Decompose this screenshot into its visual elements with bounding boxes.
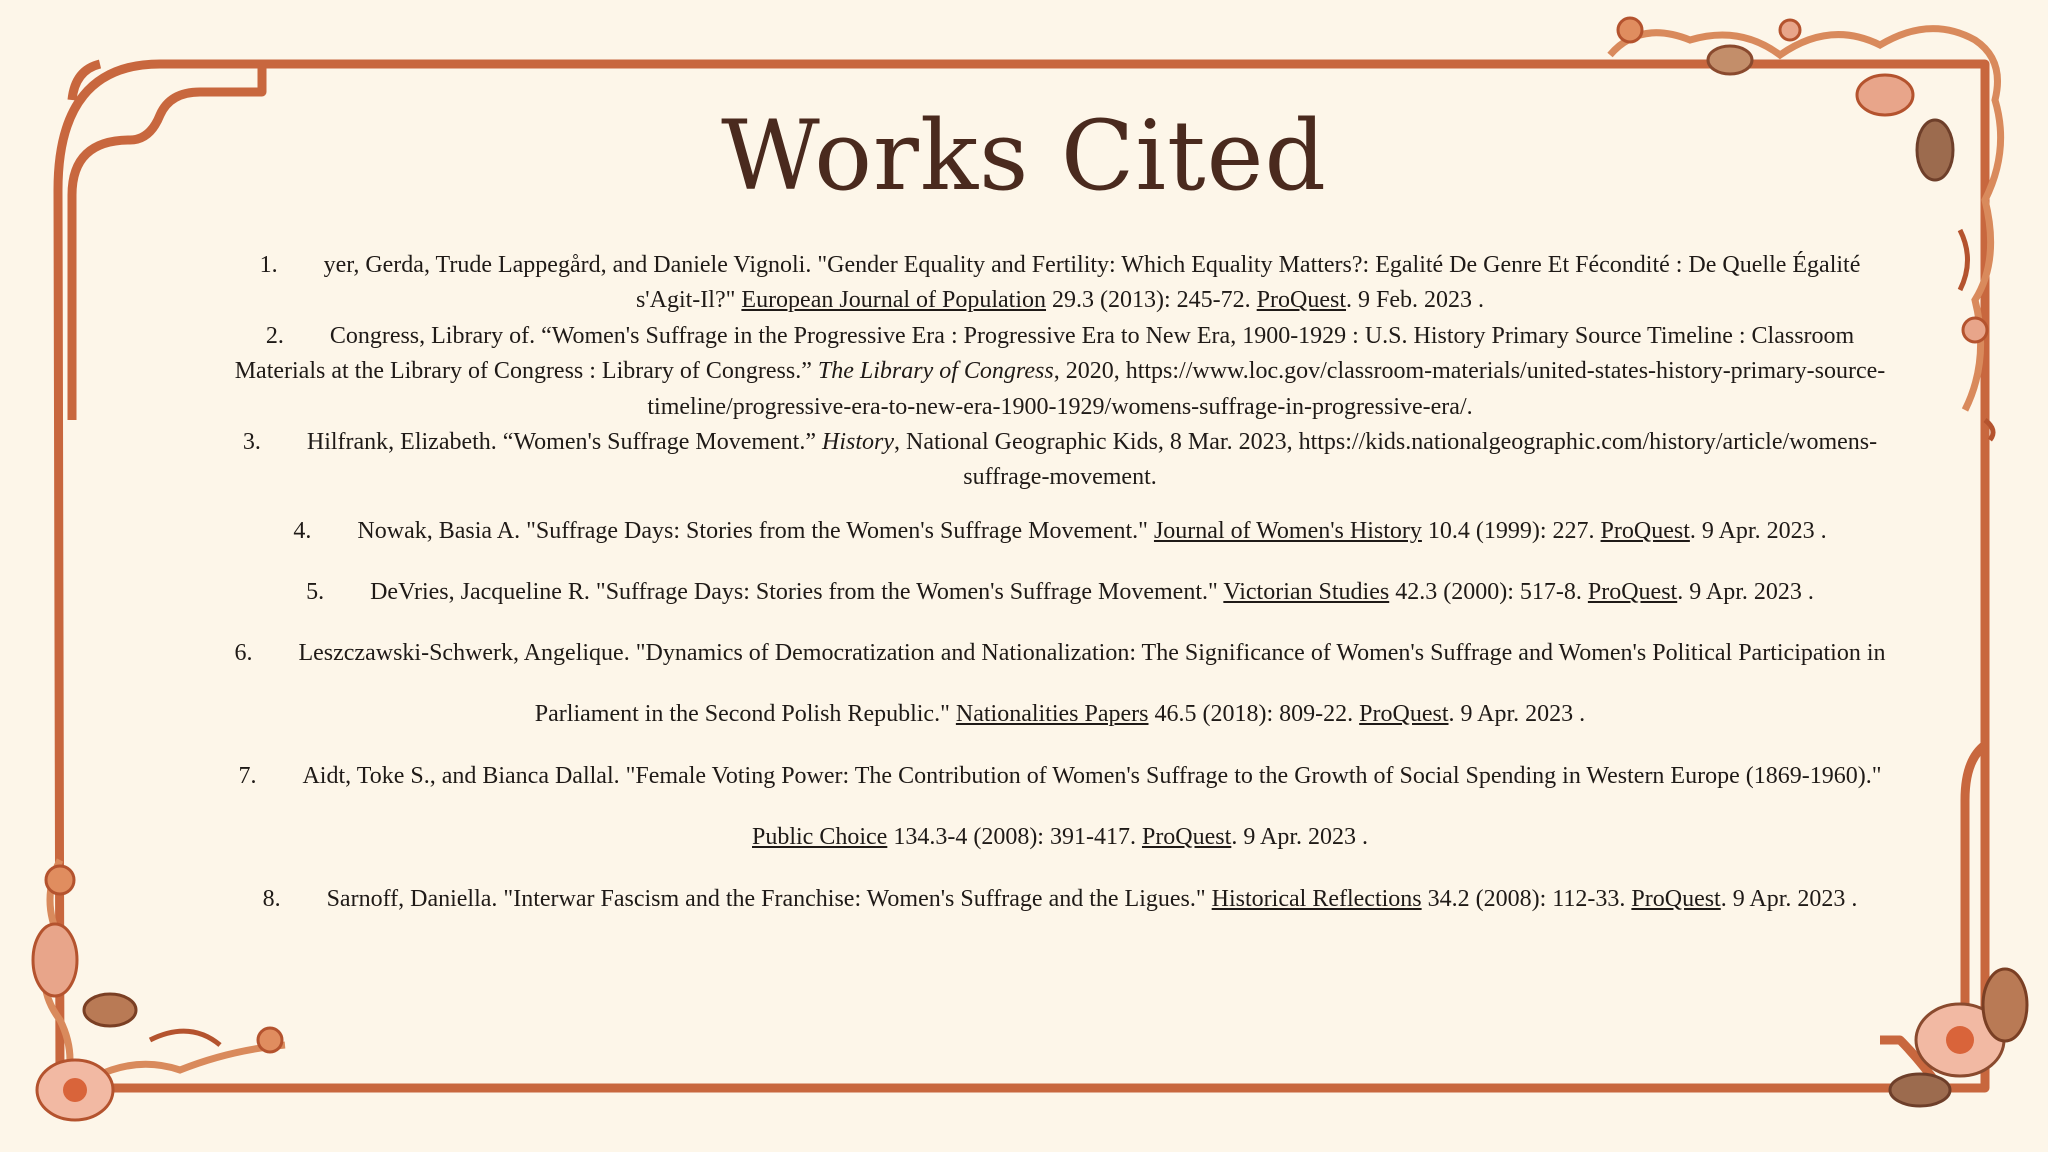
database-link[interactable]: ProQuest [1587, 579, 1678, 606]
database-link[interactable]: ProQuest [1600, 517, 1690, 544]
database-link[interactable]: ProQuest [1141, 824, 1232, 851]
source-title: History [821, 429, 894, 456]
citation-item: 6. Leszczawski-Schwerk, Angelique. "Dynamics of Democratization and Nationalization: The Significance of Women's Suffrage and Women's Political Participation in Parliament in the Second Polish Republic." Nationalities Papers 46.5 (2018): 809-22. ProQuest. 9 Apr. 2023 . [234, 639, 1886, 728]
source-title: The Library of Congress [817, 358, 1054, 385]
journal-link[interactable]: Public Choice [752, 824, 888, 851]
journal-link[interactable]: Journal of Women's History [1153, 517, 1422, 544]
citation-item: 2. Congress, Library of. “Women's Suffrage in the Progressive Era : Progressive Era to New Era, 1900-1929 : U.S. History Primary Source Timeline : Classroom Materials at the Library of Congress : Library of Congress.” The Library of Congress, 2020, https://www.loc.gov/classroom-materials/united-states-history-primary-source-timeline/progressive-era-to-new-era-1900-1929/womens-suffrage-in-progressive-era/. [234, 322, 1886, 420]
citation-item: 4. Nowak, Basia A. "Suffrage Days: Stories from the Women's Suffrage Movement." Journal of Women's History 10.4 (1999): 227. ProQuest. 9 Apr. 2023 . [293, 517, 1827, 544]
citation-list [230, 248, 1890, 930]
citation-item: 3. Hilfrank, Elizabeth. “Women's Suffrage Movement.” History, National Geographic Kids, 8 Mar. 2023, https://kids.nationalgeographic.com/history/article/womens-suffrage-movement. [242, 429, 1878, 491]
citation-item: 8. Sarnoff, Daniella. "Interwar Fascism and the Franchise: Women's Suffrage and the Ligues." Historical Reflections 34.2 (2008): 112-33. ProQuest. 9 Apr. 2023 . [262, 885, 1858, 912]
citation-item: 1. yer, Gerda, Trude Lappegård, and Daniele Vignoli. "Gender Equality and Fertility: Which Equality Matters?: Egalité De Genre Et Fécondité : De Quelle Égalité s'Agit-Il?" European Journal of Population 29.3 (2013): 245-72. ProQuest. 9 Feb. 2023 . [259, 252, 1861, 314]
journal-link[interactable]: Victorian Studies [1223, 579, 1390, 606]
citation-item: 7. Aidt, Toke S., and Bianca Dallal. "Female Voting Power: The Contribution of Women's Suffrage to the Growth of Social Spending in Western Europe (1869-1960)." Public Choice 134.3-4 (2008): 391-417. ProQuest. 9 Apr. 2023 . [238, 762, 1882, 851]
citation-item: 5. DeVries, Jacqueline R. "Suffrage Days: Stories from the Women's Suffrage Movement." Victorian Studies 42.3 (2000): 517-8. ProQuest. 9 Apr. 2023 . [306, 579, 1814, 606]
journal-link[interactable]: Nationalities Papers [955, 701, 1149, 728]
database-link[interactable]: ProQuest [1359, 701, 1449, 728]
database-link[interactable]: ProQuest [1256, 287, 1347, 314]
page-title: Works Cited [721, 100, 1327, 212]
journal-link[interactable]: European Journal of Population [741, 287, 1047, 314]
database-link[interactable]: ProQuest [1631, 885, 1721, 912]
journal-link[interactable]: Historical Reflections [1211, 885, 1422, 912]
